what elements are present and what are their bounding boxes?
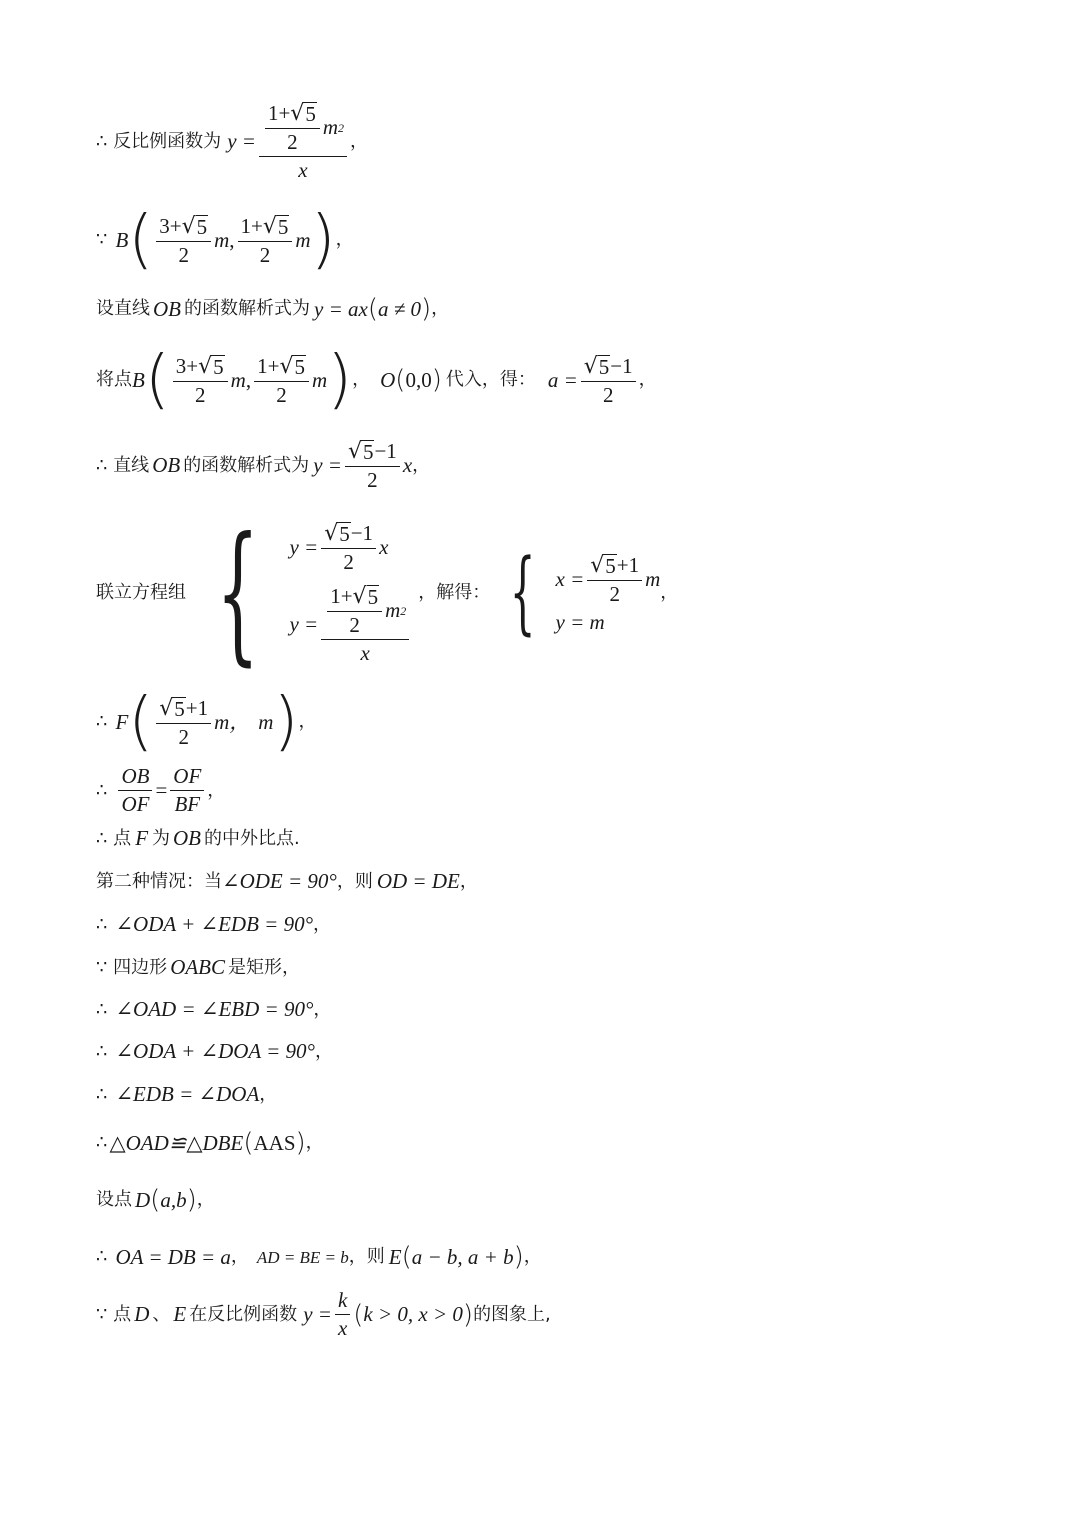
- math-B: B: [115, 227, 129, 252]
- fraction: √ 5 −1 2: [345, 440, 400, 491]
- line-ratio: ∴ $\frac{OB}{OF}$ = $\frac{OF}{BF}$ ，: [96, 764, 226, 816]
- line-angle-equal: ∴ ∠EDB = ∠DOA ，: [96, 1082, 278, 1106]
- line-case-two: 第二种情况：当 ∠ODE = 90° ，则 OD = DE ，: [96, 869, 478, 893]
- line-OB-expression: ∴ 直线 OB 的函数解析式为 y = √ 5 −1 2 x ，: [96, 439, 431, 492]
- equation-system: y = √ 5 −1 2 x y = 1+ √ 5 2 m 2 x: [289, 519, 412, 667]
- line-rectangle: ∵ 四边形 OABC 是矩形，: [96, 955, 301, 979]
- line-set-D: 设点 D ( a,b ) ，: [96, 1185, 215, 1215]
- line-set-OB: 设直线 OB 的函数解析式为 y = ax ( a ≠ 0 ) ，: [96, 294, 450, 324]
- line-angle-sum-2: ∴ ∠ODA + ∠DOA = 90° ，: [96, 1039, 333, 1063]
- numerator: 1+ √ 5 2 m 2: [259, 102, 347, 153]
- line-right-angles: ∴ ∠OAD = ∠EBD = 90° ，: [96, 997, 332, 1021]
- line-inverse-function: ∴ 反比例函数为 y = 1+ √ 5 2 m 2 x ，: [96, 101, 368, 182]
- line-point-F: ∴ F ( √ 5 +1 2 m， m ) ，: [96, 685, 317, 759]
- fraction: √ 5 −1 2: [581, 355, 636, 406]
- fraction: 3+ √ 5 2: [173, 355, 228, 406]
- line-simultaneous-system: 联立方程组 { y = √ 5 −1 2 x y = 1+ √ 5 2 m 2 x ，解得： { x = √ 5 +1 2 m y = m ，: [96, 506, 679, 680]
- fraction: 1+ √ 5 2: [254, 355, 309, 406]
- line-point-B: ∵ B ( 3+ √ 5 2 m , 1+ √ 5 2 m ) ，: [96, 203, 354, 277]
- fraction-outer: 1+ √ 5 2 m 2 x: [259, 102, 347, 181]
- fraction-inner: 1+ √ 5 2: [265, 102, 320, 153]
- line-angle-sum: ∴ ∠ODA + ∠EDB = 90° ，: [96, 912, 331, 936]
- solution-system: x = √ 5 +1 2 m y = m: [555, 552, 661, 634]
- line-lengths: ∴ OA = DB = a ， AD = BE = b ，则 E ( a − b, a + b ) ，: [96, 1242, 542, 1272]
- line-substitute: 将点 B ( 3+ √ 5 2 m , 1+ √ 5 2 m ) ， O ( 0,0 ) 代入，得： a = √ 5 −1 2 ，: [96, 343, 657, 417]
- math-y-eq: y =: [227, 129, 256, 153]
- line-on-graph: ∵ 点 D 、 E 在反比例函数 y = $\frac{k}{x}$ ( k > 0, x > 0 ) 的图象上,: [96, 1288, 551, 1340]
- fraction: 3+ √ 5 2: [156, 215, 211, 266]
- fraction: 1+ √ 5 2: [238, 215, 293, 266]
- sqrt: √ 5: [290, 101, 316, 126]
- line-congruence: ∴ △OAD≌△DBE ( AAS ) ，: [96, 1128, 324, 1158]
- line-golden-point: ∴ 点 F 为 OB 的中外比点.: [96, 826, 300, 850]
- line-text: ∴ 反比例函数为: [96, 130, 222, 152]
